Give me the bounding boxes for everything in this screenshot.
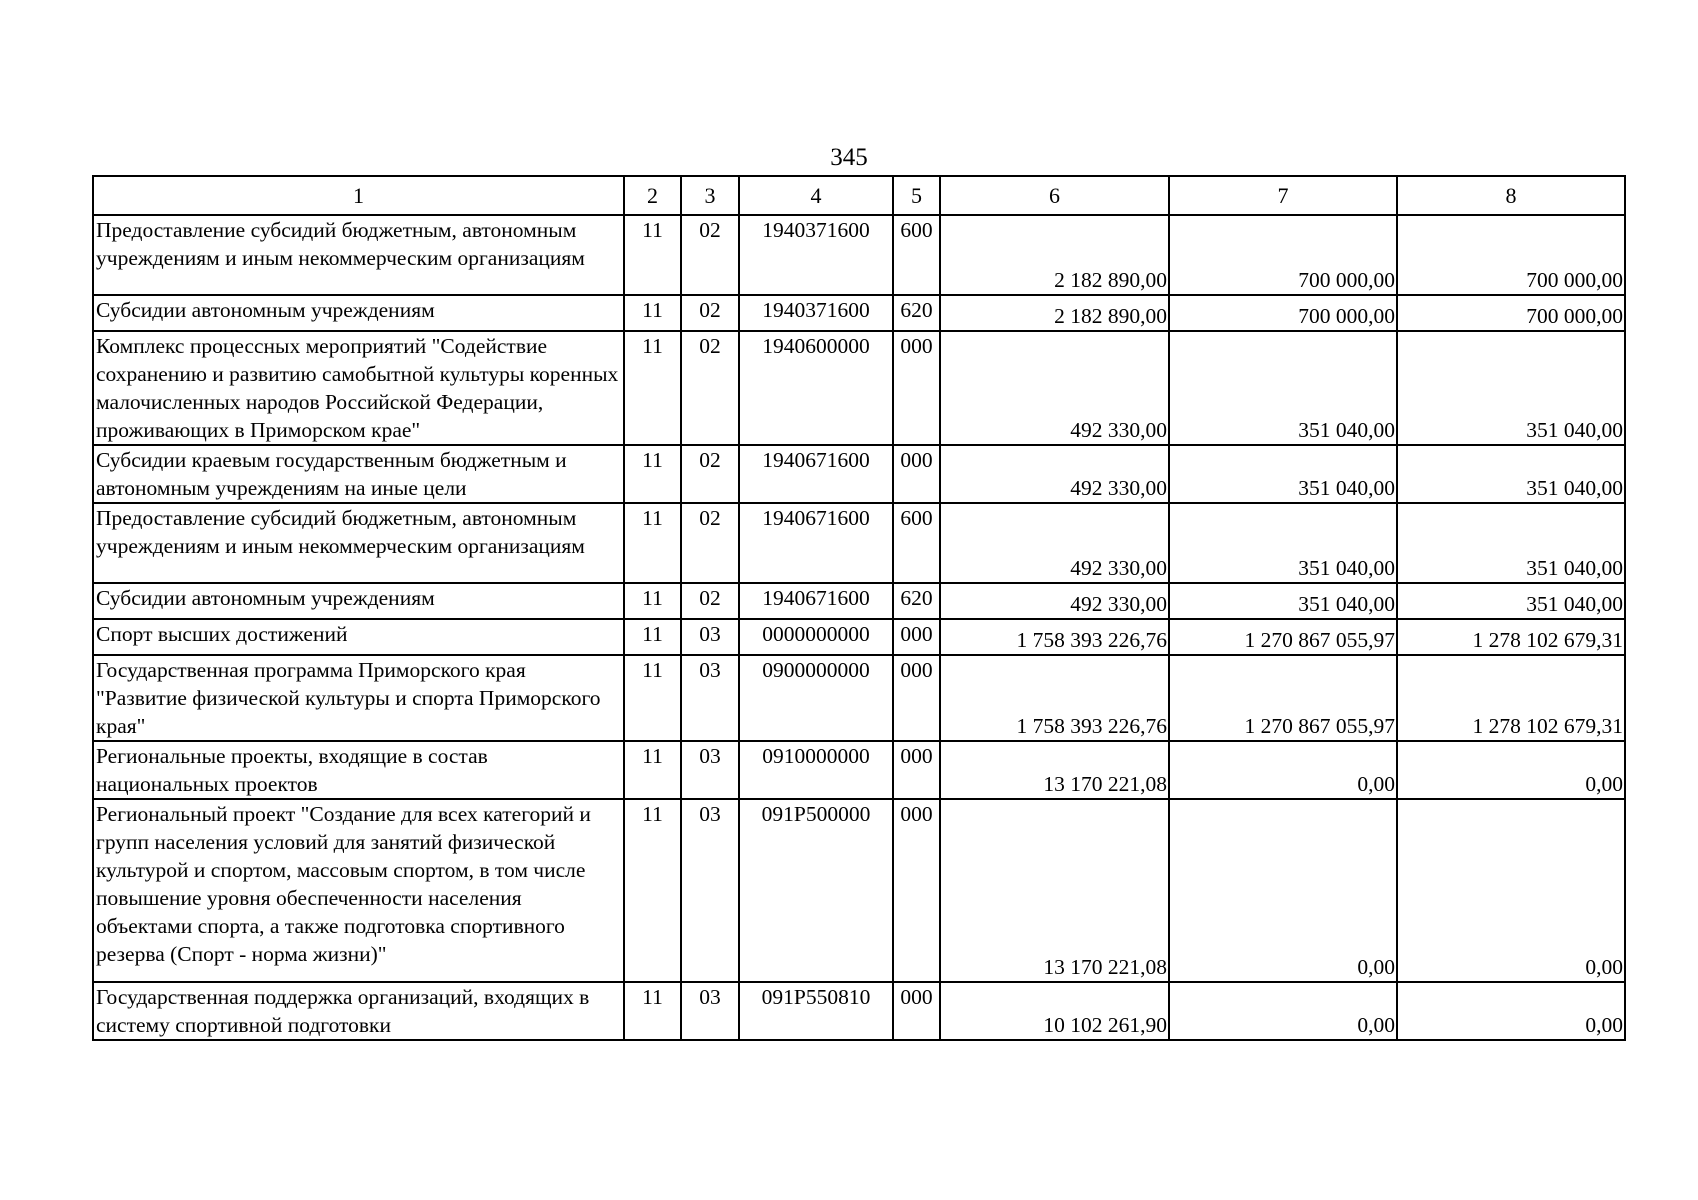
table-row (93, 331, 1625, 445)
table-row (93, 445, 1625, 503)
amount-col8-cell: 1 278 102 679,31 (1397, 619, 1625, 655)
row-name-cell: Субсидии краевым государственным бюджетным и автономным учреждениям на иные цели (93, 445, 624, 503)
page-number: 345 (830, 144, 868, 171)
expense-type-cell: 000 (893, 982, 940, 1040)
expense-type-cell: 000 (893, 741, 940, 799)
amount-col7-cell: 351 040,00 (1169, 583, 1397, 619)
amount-col6-cell: 10 102 261,90 (940, 982, 1169, 1040)
subsection-code-cell: 02 (681, 583, 739, 619)
header-cell-3: 3 (681, 176, 739, 215)
amount-col7-cell: 1 270 867 055,97 (1169, 619, 1397, 655)
row-name-cell: Предоставление субсидий бюджетным, автономным учреждениям и иным некоммерческим организациям (93, 503, 624, 583)
target-article-cell: 0900000000 (739, 655, 893, 741)
target-article-cell: 1940671600 (739, 503, 893, 583)
amount-col7-cell: 700 000,00 (1169, 295, 1397, 331)
amount-col6-cell: 2 182 890,00 (940, 215, 1169, 295)
expense-type-cell: 000 (893, 655, 940, 741)
subsection-code-cell: 03 (681, 619, 739, 655)
amount-col6-cell: 492 330,00 (940, 503, 1169, 583)
amount-col7-cell: 0,00 (1169, 799, 1397, 982)
amount-col8-cell: 351 040,00 (1397, 503, 1625, 583)
subsection-code-cell: 03 (681, 655, 739, 741)
row-name-cell: Региональные проекты, входящие в состав национальных проектов (93, 741, 624, 799)
amount-col8-cell: 1 278 102 679,31 (1397, 655, 1625, 741)
section-code-cell: 11 (624, 982, 681, 1040)
row-name-cell: Предоставление субсидий бюджетным, автономным учреждениям и иным некоммерческим организациям (93, 215, 624, 295)
amount-col7-cell: 0,00 (1169, 982, 1397, 1040)
target-article-cell: 1940371600 (739, 295, 893, 331)
amount-col7-cell: 351 040,00 (1169, 331, 1397, 445)
table-row (93, 982, 1625, 1040)
amount-col6-cell: 492 330,00 (940, 583, 1169, 619)
target-article-cell: 0910000000 (739, 741, 893, 799)
amount-col8-cell: 351 040,00 (1397, 331, 1625, 445)
table-row (93, 583, 1625, 619)
target-article-cell: 1940600000 (739, 331, 893, 445)
table-row (93, 799, 1625, 982)
amount-col7-cell: 700 000,00 (1169, 215, 1397, 295)
header-cell-6: 6 (940, 176, 1169, 215)
table-row (93, 503, 1625, 583)
subsection-code-cell: 02 (681, 215, 739, 295)
expense-type-cell: 000 (893, 799, 940, 982)
target-article-cell: 1940371600 (739, 215, 893, 295)
target-article-cell: 1940671600 (739, 583, 893, 619)
amount-col8-cell: 351 040,00 (1397, 583, 1625, 619)
header-cell-2: 2 (624, 176, 681, 215)
amount-col6-cell: 13 170 221,08 (940, 799, 1169, 982)
amount-col7-cell: 1 270 867 055,97 (1169, 655, 1397, 741)
expense-type-cell: 000 (893, 331, 940, 445)
section-code-cell: 11 (624, 215, 681, 295)
target-article-cell: 1940671600 (739, 445, 893, 503)
subsection-code-cell: 03 (681, 982, 739, 1040)
header-row (93, 176, 1625, 215)
row-name-cell: Комплекс процессных мероприятий "Содействие сохранению и развитию самобытной культуры коренных малочисленных народов Российской Федерации, проживающих в Приморском крае" (93, 331, 624, 445)
expense-type-cell: 000 (893, 445, 940, 503)
header-cell-4: 4 (739, 176, 893, 215)
subsection-code-cell: 02 (681, 295, 739, 331)
section-code-cell: 11 (624, 583, 681, 619)
table-row (93, 655, 1625, 741)
row-name-cell: Субсидии автономным учреждениям (93, 583, 624, 619)
subsection-code-cell: 02 (681, 503, 739, 583)
section-code-cell: 11 (624, 331, 681, 445)
table-row (93, 619, 1625, 655)
header-cell-1: 1 (93, 176, 624, 215)
subsection-code-cell: 02 (681, 331, 739, 445)
amount-col8-cell: 0,00 (1397, 741, 1625, 799)
header-cell-5: 5 (893, 176, 940, 215)
target-article-cell: 0000000000 (739, 619, 893, 655)
amount-col7-cell: 0,00 (1169, 741, 1397, 799)
subsection-code-cell: 03 (681, 799, 739, 982)
row-name-cell: Государственная программа Приморского края "Развитие физической культуры и спорта Приморского края" (93, 655, 624, 741)
amount-col7-cell: 351 040,00 (1169, 445, 1397, 503)
section-code-cell: 11 (624, 741, 681, 799)
amount-col6-cell: 2 182 890,00 (940, 295, 1169, 331)
expense-type-cell: 600 (893, 215, 940, 295)
expense-type-cell: 620 (893, 583, 940, 619)
header-cell-8: 8 (1397, 176, 1625, 215)
section-code-cell: 11 (624, 655, 681, 741)
subsection-code-cell: 02 (681, 445, 739, 503)
amount-col6-cell: 1 758 393 226,76 (940, 655, 1169, 741)
amount-col6-cell: 492 330,00 (940, 331, 1169, 445)
section-code-cell: 11 (624, 799, 681, 982)
subsection-code-cell: 03 (681, 741, 739, 799)
amount-col6-cell: 492 330,00 (940, 445, 1169, 503)
target-article-cell: 091P550810 (739, 982, 893, 1040)
header-cell-7: 7 (1169, 176, 1397, 215)
expense-type-cell: 600 (893, 503, 940, 583)
amount-col8-cell: 351 040,00 (1397, 445, 1625, 503)
row-name-cell: Региональный проект "Создание для всех категорий и групп населения условий для занятий физической культурой и спортом, массовым спортом, в том числе повышение уровня обеспеченности населения объектами спорта, а также подготовка спортивного резерва (Спорт - норма жизни)" (93, 799, 624, 982)
section-code-cell: 11 (624, 619, 681, 655)
amount-col8-cell: 700 000,00 (1397, 295, 1625, 331)
amount-col6-cell: 1 758 393 226,76 (940, 619, 1169, 655)
amount-col8-cell: 700 000,00 (1397, 215, 1625, 295)
section-code-cell: 11 (624, 503, 681, 583)
expense-type-cell: 620 (893, 295, 940, 331)
row-name-cell: Государственная поддержка организаций, входящих в систему спортивной подготовки (93, 982, 624, 1040)
target-article-cell: 091P500000 (739, 799, 893, 982)
amount-col7-cell: 351 040,00 (1169, 503, 1397, 583)
table-row (93, 295, 1625, 331)
table-row (93, 215, 1625, 295)
table-row (93, 741, 1625, 799)
amount-col8-cell: 0,00 (1397, 982, 1625, 1040)
row-name-cell: Спорт высших достижений (93, 619, 624, 655)
amount-col6-cell: 13 170 221,08 (940, 741, 1169, 799)
section-code-cell: 11 (624, 445, 681, 503)
row-name-cell: Субсидии автономным учреждениям (93, 295, 624, 331)
budget-table (92, 175, 1626, 1041)
amount-col8-cell: 0,00 (1397, 799, 1625, 982)
section-code-cell: 11 (624, 295, 681, 331)
expense-type-cell: 000 (893, 619, 940, 655)
